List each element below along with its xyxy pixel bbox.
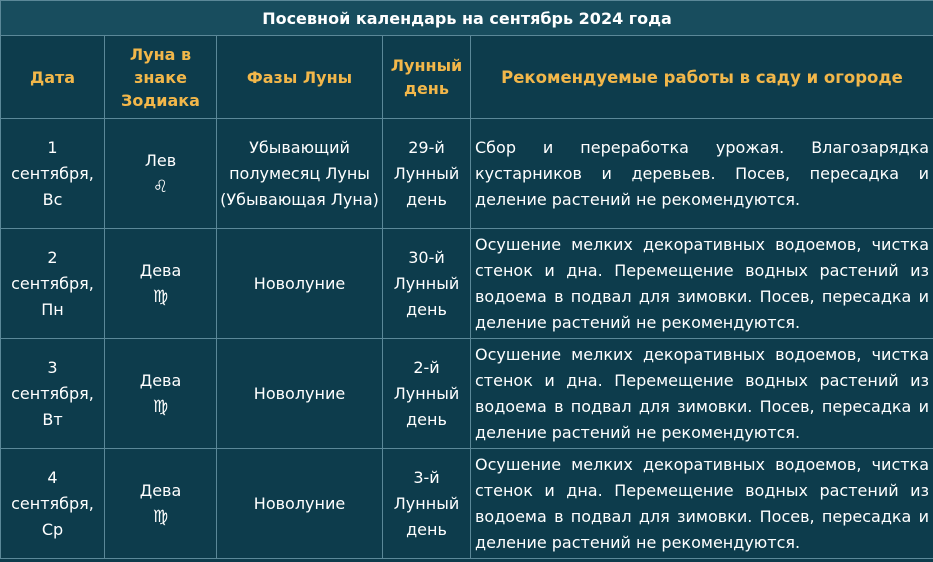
- zodiac-name: Дева: [139, 260, 182, 280]
- header-lunar-day: Лунный день: [383, 36, 471, 119]
- moon-phase-cell: Новолуние: [217, 339, 383, 449]
- date-weekday: Вс: [42, 189, 63, 209]
- header-moon-sign: Луна в знаке Зодиака: [105, 36, 217, 119]
- zodiac-name: Лев: [144, 150, 177, 170]
- moon-phase-cell: Новолуние: [217, 229, 383, 339]
- moon-phase-cell: Новолуние: [217, 449, 383, 559]
- zodiac-name: Дева: [139, 370, 182, 390]
- table-row: [1, 449, 933, 559]
- table-title: Посевной календарь на сентябрь 2024 года: [1, 1, 933, 36]
- leo-icon: ♌: [152, 176, 169, 197]
- table-row: [1, 339, 933, 449]
- date-cell: [1, 339, 105, 449]
- date-number: 1: [47, 137, 58, 157]
- lunar-day-number: 29-й: [408, 137, 445, 157]
- date-weekday: Вт: [42, 409, 63, 429]
- date-month: сентября,: [11, 493, 94, 513]
- header-moon-phase: Фазы Луны: [217, 36, 383, 119]
- lunar-day-number: 3-й: [413, 467, 440, 487]
- lunar-day-cell: [383, 449, 471, 559]
- date-number: 4: [47, 467, 58, 487]
- lunar-day-label: Лунный день: [393, 163, 460, 209]
- lunar-day-number: 30-й: [408, 247, 445, 267]
- date-cell: [1, 449, 105, 559]
- date-number: 2: [47, 247, 58, 267]
- date-weekday: Пн: [41, 299, 64, 319]
- zodiac-name: Дева: [139, 480, 182, 500]
- virgo-icon: ♍: [152, 396, 169, 417]
- date-month: сентября,: [11, 383, 94, 403]
- date-cell: [1, 229, 105, 339]
- title-row: [1, 1, 933, 36]
- lunar-day-label: Лунный день: [393, 273, 460, 319]
- date-month: сентября,: [11, 163, 94, 183]
- works-cell: Осушение мелких декоративных водоемов, чистка стенок и дна. Перемещение водных растений из водоема в подвал для зимовки. Посев, пересадка и деление растений не рекомендуются.: [471, 339, 933, 449]
- date-number: 3: [47, 357, 58, 377]
- moon-sign-cell: [105, 229, 217, 339]
- works-cell: Осушение мелких декоративных водоемов, чистка стенок и дна. Перемещение водных растений из водоема в подвал для зимовки. Посев, пересадка и деление растений не рекомендуются.: [471, 229, 933, 339]
- date-month: сентября,: [11, 273, 94, 293]
- lunar-day-label: Лунный день: [393, 383, 460, 429]
- lunar-day-label: Лунный день: [393, 493, 460, 539]
- works-cell: Сбор и переработка урожая. Влагозарядка кустарников и деревьев. Посев, пересадка и деление растений не рекомендуются.: [471, 119, 933, 229]
- virgo-icon: ♍: [152, 506, 169, 527]
- lunar-day-cell: [383, 339, 471, 449]
- lunar-day-number: 2-й: [413, 357, 440, 377]
- virgo-icon: ♍: [152, 286, 169, 307]
- moon-sign-cell: [105, 339, 217, 449]
- date-cell: [1, 119, 105, 229]
- table-row: [1, 119, 933, 229]
- moon-sign-cell: [105, 449, 217, 559]
- header-row: [1, 36, 933, 119]
- header-date: Дата: [1, 36, 105, 119]
- header-works: Рекомендуемые работы в саду и огороде: [471, 36, 933, 119]
- date-weekday: Ср: [41, 519, 64, 539]
- lunar-day-cell: [383, 229, 471, 339]
- works-cell: Осушение мелких декоративных водоемов, чистка стенок и дна. Перемещение водных растений из водоема в подвал для зимовки. Посев, пересадка и деление растений не рекомендуются.: [471, 449, 933, 559]
- moon-phase-cell: Убывающий полумесяц Луны (Убывающая Луна): [217, 119, 383, 229]
- lunar-day-cell: [383, 119, 471, 229]
- table-row: [1, 229, 933, 339]
- moon-sign-cell: [105, 119, 217, 229]
